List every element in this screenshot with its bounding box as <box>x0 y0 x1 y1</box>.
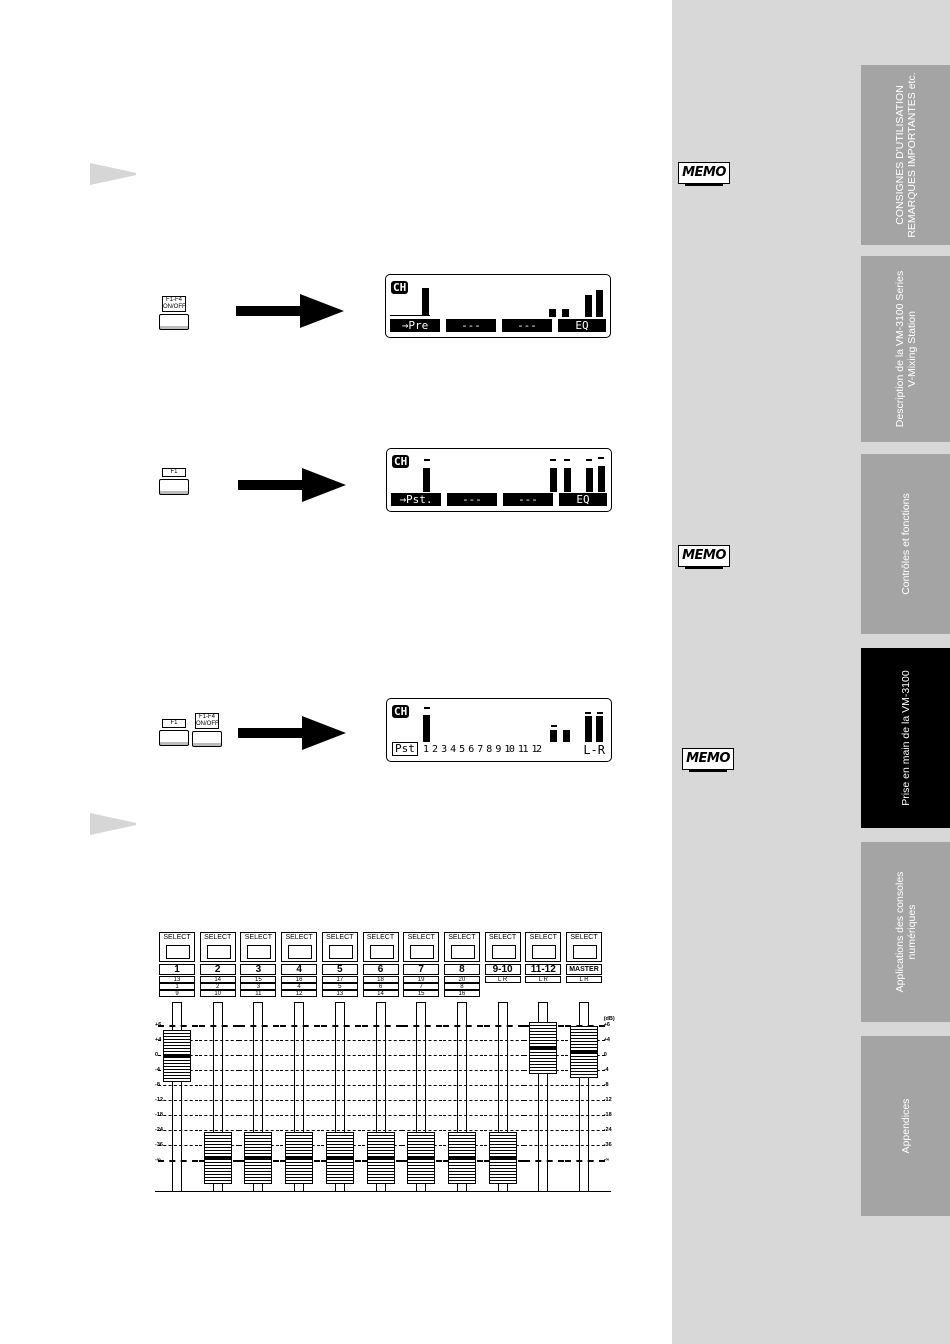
f1-f4-onoff-button[interactable] <box>192 713 222 747</box>
tab-description[interactable] <box>861 256 950 442</box>
select-key <box>247 945 271 959</box>
scale-tick <box>239 1100 279 1101</box>
tab-label: CONSIGNES D'UTILISATION <box>893 85 906 225</box>
scale-tick <box>443 1100 483 1101</box>
scale-tick <box>443 1085 483 1086</box>
channel-number: 11-12 <box>525 964 561 975</box>
tab-applications[interactable] <box>861 842 950 1022</box>
select-key <box>451 945 475 959</box>
scale-tick <box>565 1145 605 1146</box>
scale-tick <box>280 1100 320 1101</box>
scale-tick <box>524 1160 564 1162</box>
scale-tick <box>565 1130 605 1131</box>
lcd-peak-hold <box>585 712 591 714</box>
scale-tick <box>158 1085 198 1086</box>
scale-label: +6 <box>603 1022 610 1028</box>
scale-tick <box>484 1130 524 1131</box>
tab-label: V-Mixing Station <box>905 311 918 387</box>
channel-number: 1 <box>159 964 195 975</box>
fader-knob[interactable] <box>407 1132 435 1184</box>
scale-tick <box>565 1100 605 1101</box>
channel-strip <box>158 930 198 1192</box>
scale-tick <box>484 1025 524 1027</box>
memo-icon: MEMO <box>682 748 734 770</box>
scale-tick <box>280 1040 320 1041</box>
fader-knob[interactable] <box>367 1132 395 1184</box>
select-key <box>532 945 556 959</box>
scale-tick <box>321 1040 361 1041</box>
channel-strip <box>402 930 442 1192</box>
channel-sublabel: 7 <box>403 983 439 990</box>
channel-sublabel: 13 <box>322 990 358 997</box>
lcd-peak-hold <box>424 707 430 709</box>
channel-strip <box>321 930 361 1192</box>
channel-number: 5 <box>322 964 358 975</box>
select-key <box>207 945 231 959</box>
lcd-display-pre <box>385 274 611 338</box>
scale-label: -4 <box>603 1067 609 1073</box>
channel-sublabel: 20 <box>444 976 480 983</box>
channel-sublabel: 15 <box>240 976 276 983</box>
scale-tick <box>362 1085 402 1086</box>
scale-tick <box>362 1130 402 1131</box>
lcd-meter-bar <box>550 468 557 492</box>
arrow-right-icon <box>238 716 346 750</box>
scale-tick <box>239 1040 279 1041</box>
lcd-meter-bar <box>550 730 557 742</box>
lcd-meter-bar <box>596 290 603 317</box>
scale-unit: (dB) <box>603 1016 615 1022</box>
lcd-peak-hold <box>586 459 592 461</box>
scale-tick <box>524 1115 564 1116</box>
scale-label: -36 <box>155 1142 163 1148</box>
channel-sublabel: 18 <box>363 976 399 983</box>
fader-knob[interactable] <box>529 1022 557 1074</box>
scale-label: -∞ <box>603 1157 610 1163</box>
scale-label: -12 <box>603 1097 612 1103</box>
channel-strip <box>565 930 605 1192</box>
lcd-peak-hold <box>550 459 556 461</box>
fader-knob[interactable] <box>326 1132 354 1184</box>
channel-sublabel: 15 <box>403 990 439 997</box>
scale-tick <box>524 1145 564 1146</box>
lcd-function-eq: EQ <box>558 319 606 332</box>
scale-tick <box>239 1085 279 1086</box>
channel-sublabel: 19 <box>403 976 439 983</box>
button-key <box>159 314 189 330</box>
scale-tick <box>158 1025 198 1027</box>
scale-tick <box>280 1055 320 1056</box>
scale-tick <box>402 1085 442 1086</box>
mixer-panel <box>155 930 615 1192</box>
scale-label: +4 <box>155 1037 162 1043</box>
scale-tick <box>199 1070 239 1071</box>
channel-strip <box>199 930 239 1192</box>
scale-tick <box>239 1055 279 1056</box>
scale-tick <box>321 1130 361 1131</box>
button-caption: F1 <box>162 719 186 728</box>
lcd-meter-bar <box>564 468 571 492</box>
scale-tick <box>524 1100 564 1101</box>
lcd-peak-hold <box>551 725 557 727</box>
tab-label: Appendices <box>899 1098 912 1154</box>
lcd-peak-hold <box>597 712 603 714</box>
button-caption: F1-F4 ON/OFF <box>196 714 219 727</box>
scale-tick <box>402 1025 442 1027</box>
scale-tick <box>362 1070 402 1071</box>
lcd-meter-bar <box>423 715 430 742</box>
lcd-ch-label: CH <box>393 281 407 294</box>
channel-sublabel: 2 <box>200 983 236 990</box>
channel-sublabel: 4 <box>281 983 317 990</box>
fader-knob[interactable] <box>204 1132 232 1184</box>
scale-tick <box>484 1070 524 1071</box>
channel-sublabel: 8 <box>444 983 480 990</box>
lcd-peak-hold <box>598 457 604 459</box>
scale-tick <box>199 1040 239 1041</box>
scale-tick <box>158 1160 198 1162</box>
scale-tick <box>565 1115 605 1116</box>
lcd-function-blank: --- <box>502 319 552 332</box>
arrow-right-icon <box>238 468 346 502</box>
scale-tick <box>239 1115 279 1116</box>
scale-tick <box>484 1100 524 1101</box>
scale-tick <box>321 1100 361 1101</box>
fader-knob[interactable] <box>163 1030 191 1082</box>
scale-tick <box>524 1130 564 1131</box>
channel-sublabel: L R <box>485 976 521 983</box>
lcd-meter-bar <box>423 468 430 492</box>
select-key <box>370 945 394 959</box>
select-button[interactable]: SELECT <box>403 932 439 962</box>
scale-tick <box>565 1160 605 1162</box>
arrow-right-icon <box>236 294 344 328</box>
select-key <box>288 945 312 959</box>
scale-label: -36 <box>603 1142 612 1148</box>
tab-prise-en-main[interactable] <box>861 648 950 828</box>
select-button[interactable]: SELECT <box>240 932 276 962</box>
scale-tick <box>239 1130 279 1131</box>
lcd-peak-hold <box>564 459 570 461</box>
scale-tick <box>199 1130 239 1131</box>
channel-number: 8 <box>444 964 480 975</box>
tab-label: REMARQUES IMPORTANTES etc. <box>905 72 918 238</box>
tab-controles[interactable] <box>861 454 950 634</box>
lcd-display-pst <box>386 448 612 512</box>
scale-tick <box>362 1100 402 1101</box>
lcd-function-blank: --- <box>446 319 496 332</box>
fader-knob[interactable] <box>570 1026 598 1078</box>
channel-sublabel: 16 <box>281 976 317 983</box>
scale-tick <box>239 1025 279 1027</box>
lcd-meter-bar <box>549 309 556 317</box>
channel-sublabel: 13 <box>159 976 195 983</box>
scale-tick <box>280 1115 320 1116</box>
lcd-ch-label: CH <box>394 455 408 468</box>
channel-sublabel: 3 <box>240 983 276 990</box>
scale-tick <box>484 1040 524 1041</box>
select-key <box>329 945 353 959</box>
scale-tick <box>484 1085 524 1086</box>
scale-tick <box>362 1040 402 1041</box>
scale-tick <box>402 1100 442 1101</box>
select-button[interactable]: SELECT <box>200 932 236 962</box>
channel-number: 2 <box>200 964 236 975</box>
button-key <box>159 479 189 495</box>
step-marker <box>90 813 136 835</box>
scale-tick <box>443 1070 483 1071</box>
lcd-meter-bar <box>586 468 593 492</box>
lcd-meter-bar <box>596 716 603 742</box>
memo-icon: MEMO <box>678 545 730 567</box>
lcd-meter-bar <box>562 309 569 317</box>
scale-label: -24 <box>155 1127 163 1133</box>
scale-label: +4 <box>603 1037 610 1043</box>
scale-tick <box>158 1100 198 1101</box>
scale-tick <box>443 1130 483 1131</box>
fader-knob[interactable] <box>244 1132 272 1184</box>
button-key <box>192 731 222 747</box>
channel-strip <box>484 930 524 1192</box>
select-button[interactable]: SELECT <box>485 932 521 962</box>
scale-tick <box>199 1025 239 1027</box>
scale-tick <box>362 1025 402 1027</box>
scale-tick <box>443 1040 483 1041</box>
channel-sublabel: 5 <box>322 983 358 990</box>
scale-tick <box>402 1040 442 1041</box>
channel-number: 3 <box>240 964 276 975</box>
scale-tick <box>280 1085 320 1086</box>
lcd-meter-bar <box>598 466 605 492</box>
scale-tick <box>443 1025 483 1027</box>
channel-strip <box>280 930 320 1192</box>
channel-sublabel: 11 <box>240 990 276 997</box>
scale-tick <box>199 1055 239 1056</box>
channel-sublabel: 12 <box>281 990 317 997</box>
scale-tick <box>158 1130 198 1131</box>
f1-f4-onoff-button[interactable] <box>159 296 189 330</box>
channel-strip <box>524 930 564 1192</box>
fader-knob[interactable] <box>448 1132 476 1184</box>
select-key <box>573 945 597 959</box>
scale-tick <box>280 1070 320 1071</box>
lcd-channel-numbers: 1 2 3 4 5 6 7 8 9 10 11 12 <box>423 744 541 755</box>
scale-tick <box>443 1055 483 1056</box>
select-button[interactable]: SELECT <box>525 932 561 962</box>
lcd-function-blank: --- <box>503 493 553 506</box>
select-key <box>410 945 434 959</box>
lcd-function-eq: EQ <box>559 493 607 506</box>
scale-tick <box>362 1055 402 1056</box>
scale-tick <box>443 1115 483 1116</box>
lcd-meter-bar <box>563 730 570 742</box>
scale-tick <box>280 1025 320 1027</box>
select-button[interactable]: SELECT <box>566 932 602 962</box>
select-button[interactable]: SELECT <box>444 932 480 962</box>
scale-tick <box>362 1115 402 1116</box>
lcd-function-pre: →Pre <box>390 319 440 332</box>
button-caption: F1-F4 ON/OFF <box>163 297 186 310</box>
fader-knob[interactable] <box>489 1132 517 1184</box>
scale-label: -8 <box>155 1082 160 1088</box>
button-key <box>159 730 189 746</box>
scale-label: -8 <box>603 1082 609 1088</box>
channel-sublabel: 1 <box>159 983 195 990</box>
f1-button[interactable] <box>159 468 189 495</box>
lcd-function-pst: →Pst. <box>391 493 441 506</box>
scale-tick <box>402 1055 442 1056</box>
scale-label: 0 <box>155 1052 159 1058</box>
scale-tick <box>402 1070 442 1071</box>
channel-strip <box>362 930 402 1192</box>
channel-number: 4 <box>281 964 317 975</box>
scale-tick <box>280 1130 320 1131</box>
scale-tick <box>321 1055 361 1056</box>
scale-label: 0 <box>603 1052 607 1058</box>
channel-sublabel: L R <box>525 976 561 983</box>
f1-button[interactable] <box>159 719 189 746</box>
scale-label: -12 <box>155 1097 163 1103</box>
tab-label: Contrôles et fonctions <box>899 493 912 595</box>
scale-tick <box>402 1130 442 1131</box>
scale-label: -4 <box>155 1067 160 1073</box>
channel-strip <box>239 930 279 1192</box>
channel-sublabel: 9 <box>159 990 195 997</box>
channel-sublabel: 16 <box>444 990 480 997</box>
tab-label: Prise en main de la VM-3100 <box>899 670 912 806</box>
scale-tick <box>484 1115 524 1116</box>
lcd-pst-label: Pst <box>392 742 418 756</box>
channel-sublabel: 10 <box>200 990 236 997</box>
lcd-meter-bar <box>585 716 592 742</box>
channel-sublabel: 14 <box>363 990 399 997</box>
scale-tick <box>158 1115 198 1116</box>
scale-tick <box>402 1115 442 1116</box>
channel-sublabel: 14 <box>200 976 236 983</box>
channel-number: 9-10 <box>485 964 521 975</box>
lcd-peak-hold <box>424 459 430 461</box>
channel-number: 6 <box>363 964 399 975</box>
sidebar <box>672 0 950 1344</box>
select-button[interactable]: SELECT <box>363 932 399 962</box>
button-caption: F1 <box>162 468 186 477</box>
scale-tick <box>199 1115 239 1116</box>
tab-label: Description de la VM-3100 Series <box>893 270 906 428</box>
lcd-lr-label: L-R <box>583 743 605 757</box>
select-button[interactable]: SELECT <box>322 932 358 962</box>
channel-sublabel: 6 <box>363 983 399 990</box>
tab-consignes[interactable] <box>861 65 950 245</box>
select-key <box>166 945 190 959</box>
tab-label: Applications des consoles <box>893 871 906 993</box>
lcd-display-meters <box>386 698 612 762</box>
lcd-function-blank: --- <box>447 493 497 506</box>
scale-tick <box>321 1115 361 1116</box>
scale-tick <box>158 1145 198 1146</box>
scale-tick <box>199 1085 239 1086</box>
select-key <box>492 945 516 959</box>
scale-tick <box>484 1055 524 1056</box>
scale-tick <box>321 1085 361 1086</box>
scale-label: -∞ <box>155 1157 161 1163</box>
scale-tick <box>321 1070 361 1071</box>
select-button[interactable]: SELECT <box>281 932 317 962</box>
lcd-ch-label: CH <box>394 705 408 718</box>
scale-tick <box>321 1025 361 1027</box>
scale-label: +6 <box>155 1022 162 1028</box>
fader-knob[interactable] <box>285 1132 313 1184</box>
channel-sublabel: L R <box>566 976 602 983</box>
scale-tick <box>524 1085 564 1086</box>
scale-tick <box>239 1070 279 1071</box>
scale-label: -18 <box>155 1112 163 1118</box>
scale-label: -18 <box>603 1112 612 1118</box>
tab-appendices[interactable] <box>861 1036 950 1216</box>
select-button[interactable]: SELECT <box>159 932 195 962</box>
memo-icon: MEMO <box>678 162 730 184</box>
scale-tick <box>565 1085 605 1086</box>
lcd-meter-bar <box>422 288 429 316</box>
scale-label: -24 <box>603 1127 612 1133</box>
channel-sublabel: 17 <box>322 976 358 983</box>
tab-label: numériques <box>905 904 918 960</box>
channel-number: MASTER <box>566 964 602 975</box>
channel-strip <box>443 930 483 1192</box>
scale-tick <box>199 1100 239 1101</box>
channel-number: 7 <box>403 964 439 975</box>
step-marker <box>90 163 136 185</box>
lcd-meter-bar <box>585 295 592 317</box>
